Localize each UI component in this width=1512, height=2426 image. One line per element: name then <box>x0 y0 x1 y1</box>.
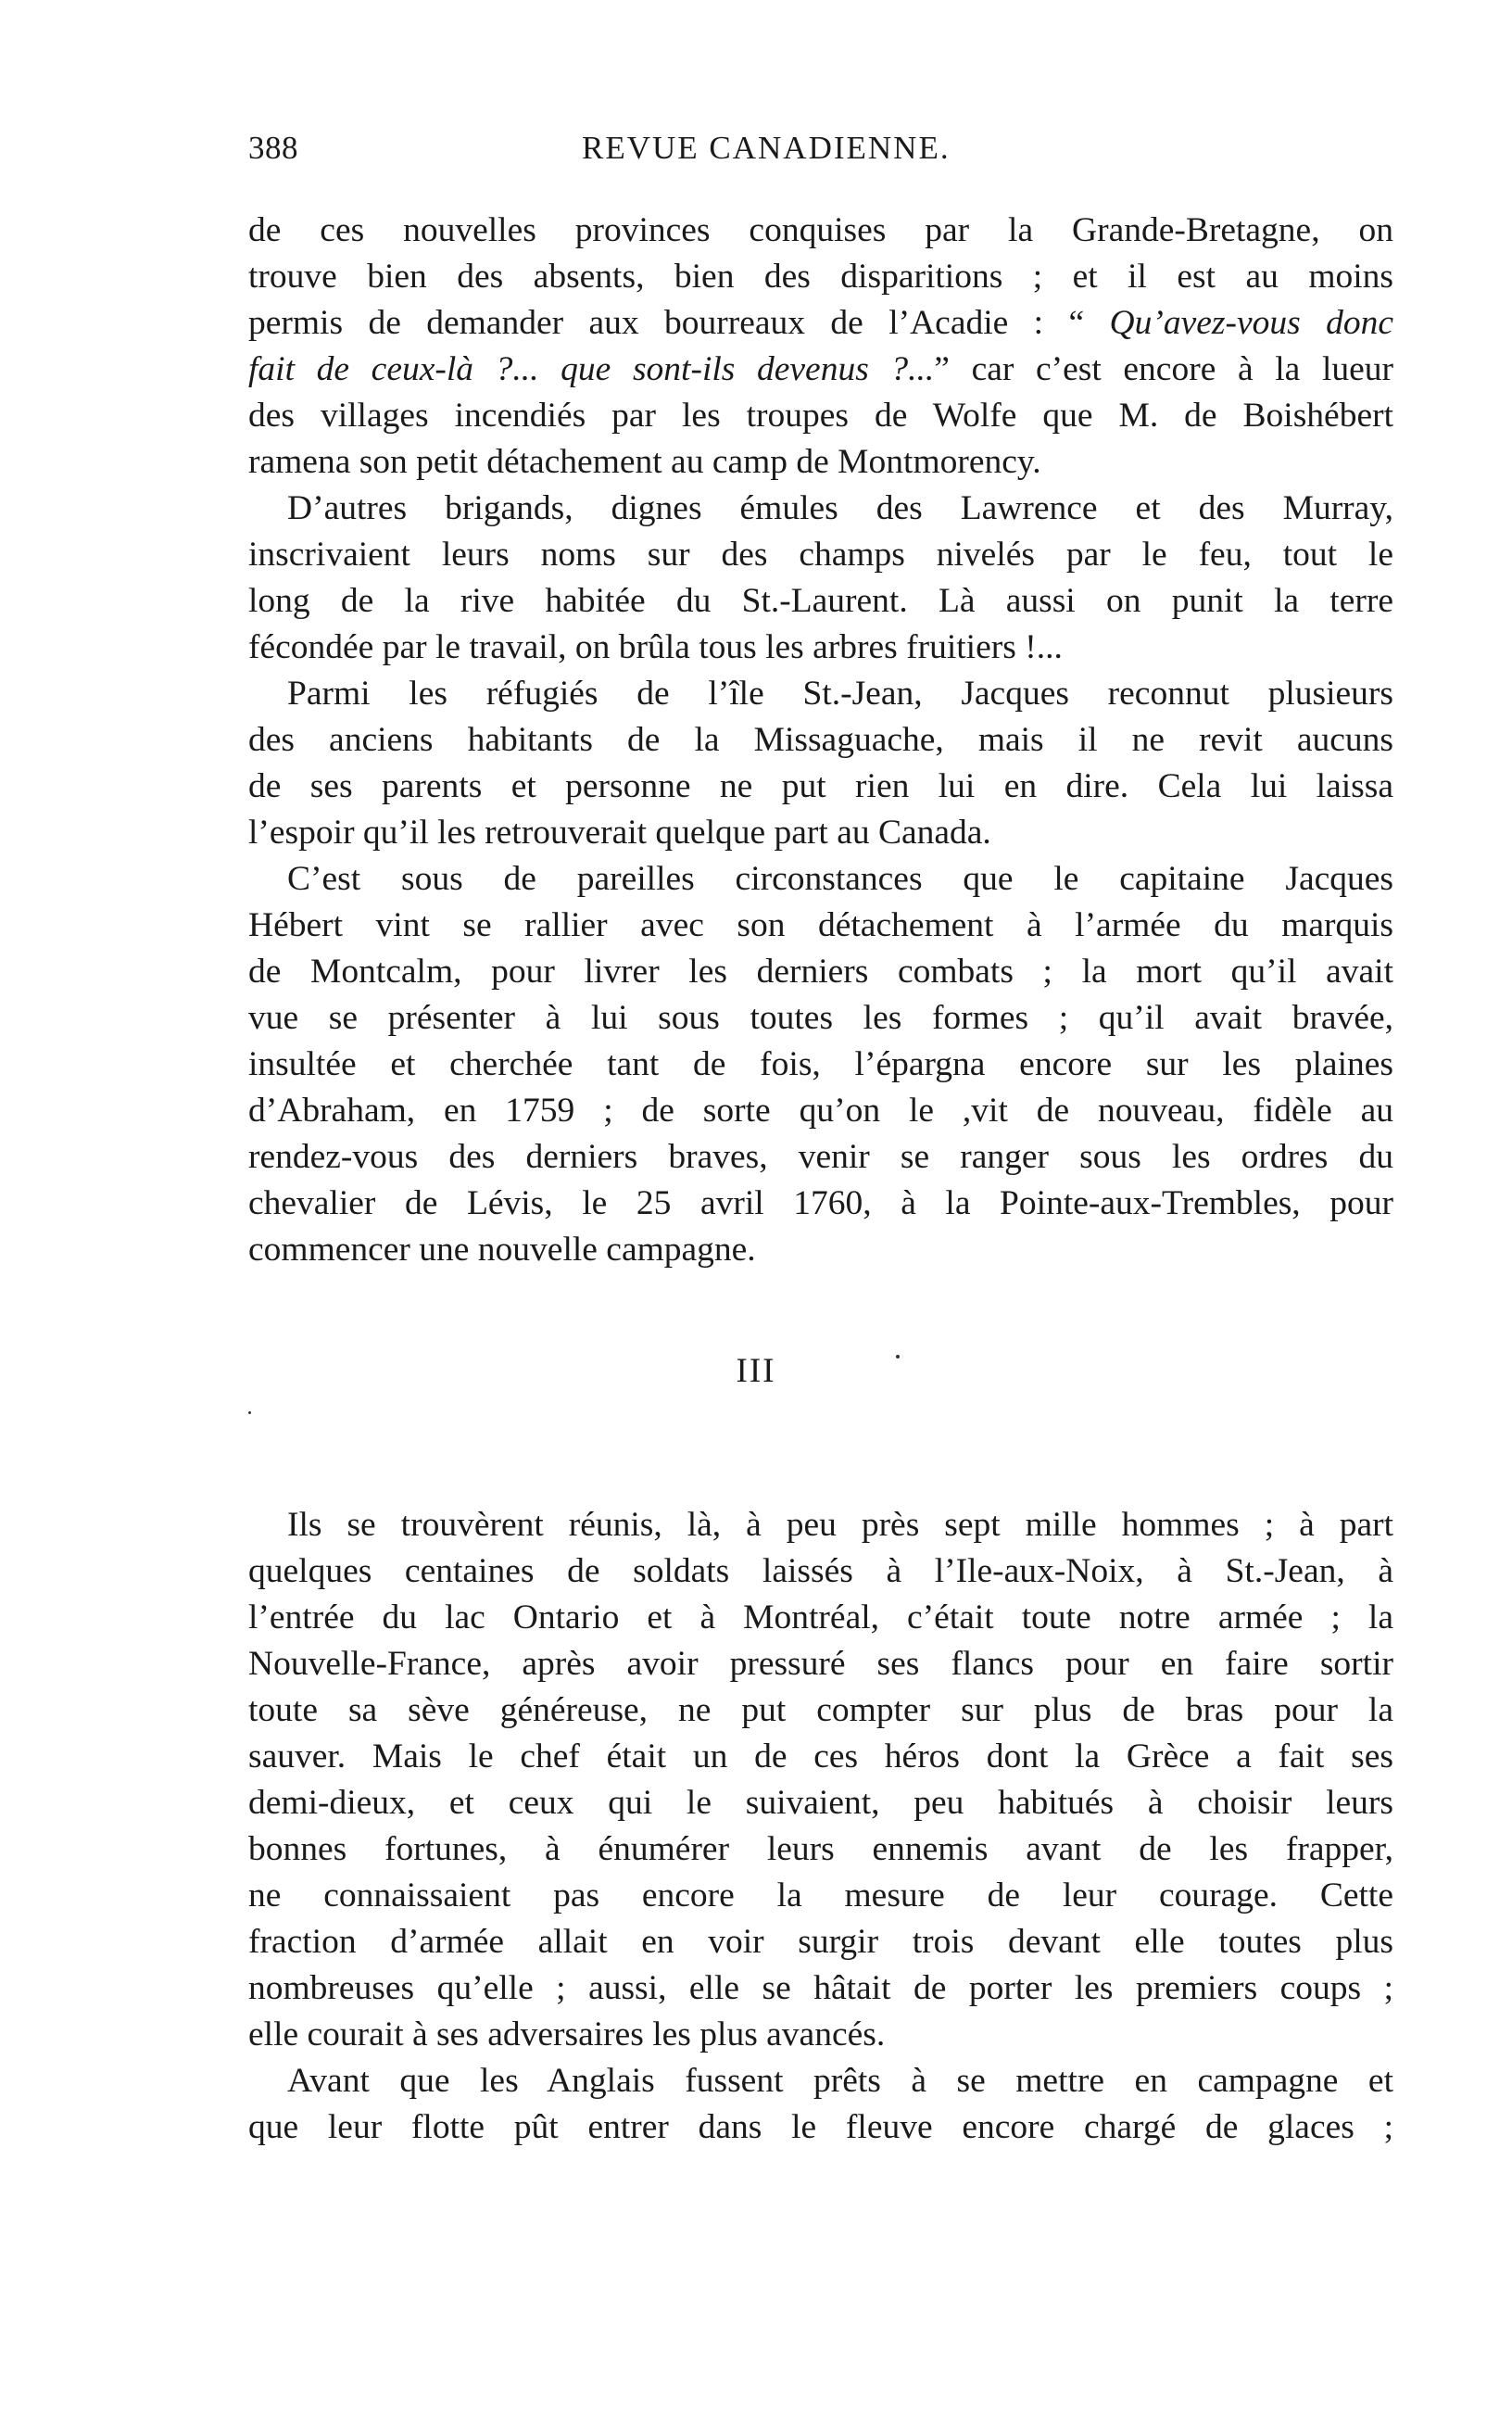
text-line: de ses parents et personne ne put rien lui en dire. Cela lui laissa <box>248 767 1393 805</box>
text-line: l’entrée du lac Ontario et à Montréal, c’était toute notre armée ; la <box>248 1598 1393 1636</box>
text-line: trouve bien des absents, bien des disparitions ; et il est au moins <box>248 258 1393 296</box>
text-line <box>248 347 1393 393</box>
text-line: toute sa sève généreuse, ne put compter sur plus de bras pour la <box>248 1691 1393 1729</box>
text-line: d’Abraham, en 1759 ; de sorte qu’on le ,vit de nouveau, fidèle au <box>248 1092 1393 1130</box>
text-line: de ces nouvelles provinces conquises par la Grande-Bretagne, on <box>248 211 1393 249</box>
text-line: bonnes fortunes, à énumérer leurs ennemis avant de les frapper, <box>248 1830 1393 1868</box>
line-text: ” car c’est encore à la lueur <box>934 350 1393 388</box>
text-line: D’autres brigands, dignes émules des Lawrence et des Murray, <box>287 489 1393 527</box>
text-line: quelques centaines de soldats laissés à l’Ile-aux-Noix, à St.-Jean, à <box>248 1552 1393 1590</box>
text-line: commencer une nouvelle campagne. <box>248 1231 756 1269</box>
italic-quote: Qu’avez-vous donc <box>1109 304 1393 342</box>
text-line: elle courait à ses adversaires les plus avancés. <box>248 2015 886 2053</box>
running-header <box>248 130 1397 176</box>
text-line: chevalier de Lévis, le 25 avril 1760, à la Pointe-aux-Trembles, pour <box>248 1184 1393 1222</box>
text-block-top <box>248 208 1393 1273</box>
text-line: fécondée par le travail, on brûla tous les arbres fruitiers !... <box>248 628 1063 666</box>
text-line: des anciens habitants de la Missaguache, mais il ne revit aucuns <box>248 721 1393 759</box>
text-line: nombreuses qu’elle ; aussi, elle se hâtait de porter les premiers coups ; <box>248 1969 1393 2007</box>
text-line: inscrivaient leurs noms sur des champs nivelés par le feu, tout le <box>248 536 1393 574</box>
text-line: fraction d’armée allait en voir surgir trois devant elle toutes plus <box>248 1923 1393 1961</box>
text-line: rendez-vous des derniers braves, venir se ranger sous les ordres du <box>248 1138 1393 1176</box>
text-line: de Montcalm, pour livrer les derniers combats ; la mort qu’il avait <box>248 953 1393 991</box>
text-line: insultée et cherchée tant de fois, l’épargna encore sur les plaines <box>248 1045 1393 1083</box>
text-line: des villages incendiés par les troupes de Wolfe que M. de Boishébert <box>248 397 1393 435</box>
text-line: sauver. Mais le chef était un de ces héros dont la Grèce a fait ses <box>248 1737 1393 1775</box>
text-line: long de la rive habitée du St.-Laurent. Là aussi on punit la terre <box>248 582 1393 620</box>
italic-quote: fait de ceux-là ?... que sont-ils devenus ?... <box>248 350 935 388</box>
text-line: Avant que les Anglais fussent prêts à se mettre en campagne et <box>287 2062 1393 2100</box>
text-line: ramena son petit détachement au camp de Montmorency. <box>248 443 1041 481</box>
text-line: ne connaissaient pas encore la mesure de leur courage. Cette <box>248 1876 1393 1914</box>
print-speck <box>248 1411 251 1414</box>
text-line: vue se présenter à lui sous toutes les formes ; qu’il avait bravée, <box>248 999 1393 1037</box>
text-line: Parmi les réfugiés de l’île St.-Jean, Jacques reconnut plusieurs <box>287 675 1393 713</box>
text-line: Hébert vint se rallier avec son détachement à l’armée du marquis <box>248 906 1393 944</box>
line-text: permis de demander aux bourreaux de l’Acadie : “ <box>248 304 1110 342</box>
text-line: C’est sous de pareilles circonstances que le capitaine Jacques <box>287 860 1393 898</box>
text-line: l’espoir qu’il les retrouverait quelque part au Canada. <box>248 814 991 852</box>
text-line: que leur flotte pût entrer dans le fleuve encore chargé de glaces ; <box>248 2108 1393 2146</box>
text-line: demi-dieux, et ceux qui le suivaient, peu habitués à choisir leurs <box>248 1784 1393 1822</box>
section-heading: III <box>736 1352 776 1390</box>
print-speck <box>896 1355 900 1358</box>
running-title: REVUE CANADIENNE. <box>582 130 951 166</box>
text-line: Ils se trouvèrent réunis, là, à peu près sept mille hommes ; à part <box>287 1506 1393 1544</box>
text-line: Nouvelle-France, après avoir pressuré ses flancs pour en faire sortir <box>248 1645 1393 1683</box>
text-line <box>248 300 1393 347</box>
page-number: 388 <box>248 130 298 166</box>
text-block-bottom <box>248 1502 1393 2151</box>
